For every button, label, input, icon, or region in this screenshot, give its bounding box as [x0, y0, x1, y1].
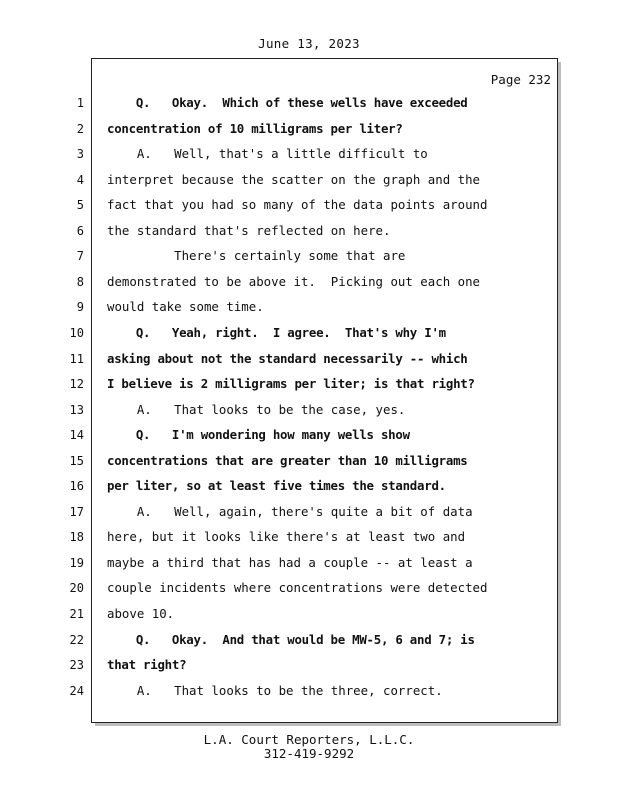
line-number: 12	[69, 377, 84, 391]
line-number: 11	[69, 352, 84, 366]
transcript-line: A. Well, again, there's quite a bit of data	[107, 504, 473, 519]
transcript-line: concentration of 10 milligrams per liter?	[107, 121, 403, 136]
transcript-line: Q. Okay. And that would be MW-5, 6 and 7; is	[107, 632, 475, 647]
transcript-line: above 10.	[107, 606, 175, 621]
line-number: 10	[69, 326, 84, 340]
line-number: 23	[69, 658, 84, 672]
page-number: Page 232	[490, 72, 551, 87]
line-number: 6	[76, 224, 84, 238]
transcript-line: here, but it looks like there's at least two and	[107, 529, 466, 544]
line-number: 21	[69, 607, 84, 621]
transcript-line: I believe is 2 milligrams per liter; is that right?	[107, 376, 475, 391]
line-number: 4	[76, 173, 84, 187]
transcript-line: fact that you had so many of the data points around	[107, 197, 488, 212]
line-number: 17	[69, 505, 84, 519]
transcript-line: Q. I'm wondering how many wells show	[107, 427, 410, 442]
transcript-date: June 13, 2023	[258, 36, 360, 51]
line-number: 9	[76, 300, 84, 314]
transcript-line: would take some time.	[107, 299, 264, 314]
line-number: 15	[69, 454, 84, 468]
transcript-line: A. That looks to be the case, yes.	[107, 402, 406, 417]
line-number: 7	[76, 249, 84, 263]
transcript-line: the standard that's reflected on here.	[107, 223, 391, 238]
transcript-line: couple incidents where concentrations were detected	[107, 580, 488, 595]
transcript-line: A. That looks to be the three, correct.	[107, 683, 443, 698]
transcript-line: that right?	[107, 657, 187, 672]
line-number: 22	[69, 633, 84, 647]
transcript-line: A. Well, that's a little difficult to	[107, 146, 428, 161]
reporter-company: L.A. Court Reporters, L.L.C.	[203, 732, 415, 747]
transcript-line: maybe a third that has had a couple -- at least a	[107, 555, 473, 570]
transcript-line: Q. Yeah, right. I agree. That's why I'm	[107, 325, 446, 340]
line-number: 1	[76, 96, 84, 110]
transcript-line: interpret because the scatter on the graph and the	[107, 172, 480, 187]
line-number: 24	[69, 684, 84, 698]
line-number: 20	[69, 581, 84, 595]
line-number: 3	[76, 147, 84, 161]
transcript-line: Q. Okay. Which of these wells have exceeded	[107, 95, 468, 110]
line-number: 8	[76, 275, 84, 289]
line-number: 19	[69, 556, 84, 570]
transcript-line: There's certainly some that are	[107, 248, 406, 263]
transcript-line: per liter, so at least five times the standard.	[107, 478, 446, 493]
line-number: 14	[69, 428, 84, 442]
footer	[0, 733, 618, 761]
line-number: 2	[76, 122, 84, 136]
transcript-line: asking about not the standard necessarily -- which	[107, 351, 468, 366]
line-number: 5	[76, 198, 84, 212]
transcript-line: demonstrated to be above it. Picking out each one	[107, 274, 480, 289]
line-number: 13	[69, 403, 84, 417]
transcript-line: concentrations that are greater than 10 milligrams	[107, 453, 468, 468]
reporter-phone: 312-419-9292	[263, 746, 355, 761]
line-number: 16	[69, 479, 84, 493]
line-number: 18	[69, 530, 84, 544]
